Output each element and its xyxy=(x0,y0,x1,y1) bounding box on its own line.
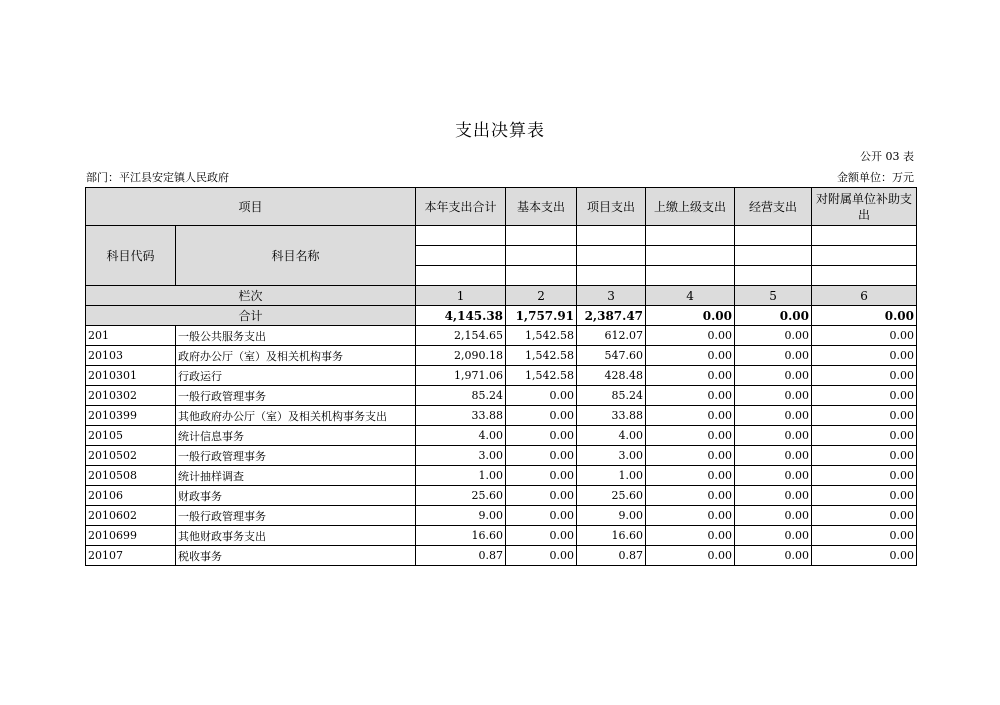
row-value: 0.00 xyxy=(735,446,812,466)
row-value: 0.00 xyxy=(735,546,812,566)
row-value: 0.00 xyxy=(812,406,917,426)
row-value: 0.00 xyxy=(735,486,812,506)
row-value: 0.00 xyxy=(646,326,735,346)
row-name: 一般行政管理事务 xyxy=(176,446,416,466)
row-value: 85.24 xyxy=(577,386,646,406)
row-code: 20105 xyxy=(86,426,176,446)
header-row xyxy=(86,188,917,226)
table-row xyxy=(86,546,917,566)
row-value: 0.00 xyxy=(646,366,735,386)
row-value: 0.00 xyxy=(506,506,577,526)
header-code: 科目代码 xyxy=(86,226,176,286)
row-value: 0.00 xyxy=(812,446,917,466)
row-value: 0.00 xyxy=(506,386,577,406)
row-value: 2,090.18 xyxy=(416,346,506,366)
department-label: 部门：平江县安定镇人民政府 xyxy=(86,171,229,184)
row-name: 政府办公厅（室）及相关机构事务 xyxy=(176,346,416,366)
row-value: 2,154.65 xyxy=(416,326,506,346)
row-name: 一般行政管理事务 xyxy=(176,386,416,406)
lanci-label: 栏次 xyxy=(86,286,416,306)
row-value: 0.00 xyxy=(506,466,577,486)
page-title: 支出决算表 xyxy=(455,121,545,141)
header-col5: 经营支出 xyxy=(735,188,812,226)
row-value: 0.00 xyxy=(735,326,812,346)
row-value: 9.00 xyxy=(416,506,506,526)
row-value: 25.60 xyxy=(416,486,506,506)
row-value: 0.00 xyxy=(812,326,917,346)
row-value: 0.00 xyxy=(812,346,917,366)
row-code: 201 xyxy=(86,326,176,346)
row-value: 16.60 xyxy=(416,526,506,546)
row-value: 0.00 xyxy=(646,406,735,426)
row-value: 1,542.58 xyxy=(506,366,577,386)
lanci-num: 2 xyxy=(506,286,577,306)
total-row xyxy=(86,306,917,326)
table-row xyxy=(86,446,917,466)
row-value: 0.00 xyxy=(735,406,812,426)
form-number: 公开 03 表 xyxy=(860,150,914,163)
row-value: 0.00 xyxy=(646,466,735,486)
row-value: 0.00 xyxy=(506,446,577,466)
lanci-num: 1 xyxy=(416,286,506,306)
table-row xyxy=(86,326,917,346)
total-value: 2,387.47 xyxy=(577,306,646,326)
row-value: 0.00 xyxy=(812,466,917,486)
row-value: 1.00 xyxy=(416,466,506,486)
row-code: 2010508 xyxy=(86,466,176,486)
unit-label: 金额单位：万元 xyxy=(837,171,914,184)
row-value: 0.00 xyxy=(735,426,812,446)
row-value: 0.00 xyxy=(812,386,917,406)
row-value: 0.00 xyxy=(735,346,812,366)
row-value: 0.00 xyxy=(646,486,735,506)
row-value: 0.00 xyxy=(506,526,577,546)
row-value: 0.00 xyxy=(646,426,735,446)
row-value: 1,542.58 xyxy=(506,346,577,366)
lanci-num: 4 xyxy=(646,286,735,306)
row-value: 0.00 xyxy=(812,526,917,546)
header-col1: 本年支出合计 xyxy=(416,188,506,226)
table-row xyxy=(86,526,917,546)
row-value: 0.00 xyxy=(646,346,735,366)
row-value: 85.24 xyxy=(416,386,506,406)
table-row xyxy=(86,346,917,366)
row-code: 2010502 xyxy=(86,446,176,466)
row-value: 0.00 xyxy=(812,506,917,526)
row-value: 33.88 xyxy=(416,406,506,426)
row-value: 428.48 xyxy=(577,366,646,386)
row-code: 20106 xyxy=(86,486,176,506)
header-subrow xyxy=(86,226,917,246)
table-row xyxy=(86,466,917,486)
row-value: 0.00 xyxy=(506,486,577,506)
lanci-row xyxy=(86,286,917,306)
row-name: 一般公共服务支出 xyxy=(176,326,416,346)
table-row xyxy=(86,506,917,526)
total-value: 4,145.38 xyxy=(416,306,506,326)
row-name: 统计抽样调查 xyxy=(176,466,416,486)
row-value: 547.60 xyxy=(577,346,646,366)
row-value: 0.00 xyxy=(735,506,812,526)
header-name: 科目名称 xyxy=(176,226,416,286)
row-value: 4.00 xyxy=(577,426,646,446)
total-value: 0.00 xyxy=(646,306,735,326)
row-value: 0.87 xyxy=(577,546,646,566)
header-col6: 对附属单位补助支出 xyxy=(812,188,917,226)
lanci-num: 6 xyxy=(812,286,917,306)
row-value: 612.07 xyxy=(577,326,646,346)
row-value: 0.00 xyxy=(735,366,812,386)
row-value: 4.00 xyxy=(416,426,506,446)
row-value: 0.00 xyxy=(646,506,735,526)
row-value: 1,971.06 xyxy=(416,366,506,386)
row-value: 33.88 xyxy=(577,406,646,426)
row-value: 3.00 xyxy=(416,446,506,466)
lanci-num: 5 xyxy=(735,286,812,306)
row-code: 20107 xyxy=(86,546,176,566)
header-item: 项目 xyxy=(86,188,416,226)
row-value: 0.00 xyxy=(646,386,735,406)
table-row xyxy=(86,406,917,426)
total-value: 0.00 xyxy=(735,306,812,326)
row-value: 0.00 xyxy=(735,526,812,546)
row-value: 1,542.58 xyxy=(506,326,577,346)
row-code: 2010699 xyxy=(86,526,176,546)
row-value: 0.00 xyxy=(735,466,812,486)
row-name: 行政运行 xyxy=(176,366,416,386)
total-value: 0.00 xyxy=(812,306,917,326)
table-row xyxy=(86,486,917,506)
row-value: 0.00 xyxy=(506,426,577,446)
lanci-num: 3 xyxy=(577,286,646,306)
row-value: 25.60 xyxy=(577,486,646,506)
row-value: 0.00 xyxy=(812,546,917,566)
header-col2: 基本支出 xyxy=(506,188,577,226)
row-value: 0.00 xyxy=(646,546,735,566)
row-value: 0.00 xyxy=(812,426,917,446)
row-value: 0.00 xyxy=(506,406,577,426)
row-value: 0.00 xyxy=(735,386,812,406)
row-name: 其他政府办公厅（室）及相关机构事务支出 xyxy=(176,406,416,426)
row-value: 3.00 xyxy=(577,446,646,466)
total-value: 1,757.91 xyxy=(506,306,577,326)
row-name: 一般行政管理事务 xyxy=(176,506,416,526)
row-value: 0.00 xyxy=(646,446,735,466)
table-row xyxy=(86,426,917,446)
row-code: 2010302 xyxy=(86,386,176,406)
header-col4: 上缴上级支出 xyxy=(646,188,735,226)
row-value: 0.00 xyxy=(812,486,917,506)
total-label: 合计 xyxy=(86,306,416,326)
row-value: 0.00 xyxy=(812,366,917,386)
row-value: 9.00 xyxy=(577,506,646,526)
table-row xyxy=(86,366,917,386)
row-name: 财政事务 xyxy=(176,486,416,506)
row-value: 0.00 xyxy=(646,526,735,546)
row-value: 0.00 xyxy=(506,546,577,566)
row-code: 2010301 xyxy=(86,366,176,386)
row-value: 0.87 xyxy=(416,546,506,566)
row-name: 统计信息事务 xyxy=(176,426,416,446)
table-row xyxy=(86,386,917,406)
row-value: 16.60 xyxy=(577,526,646,546)
expenditure-table xyxy=(85,187,917,566)
row-name: 其他财政事务支出 xyxy=(176,526,416,546)
row-code: 20103 xyxy=(86,346,176,366)
header-col3: 项目支出 xyxy=(577,188,646,226)
row-code: 2010399 xyxy=(86,406,176,426)
row-code: 2010602 xyxy=(86,506,176,526)
row-name: 税收事务 xyxy=(176,546,416,566)
row-value: 1.00 xyxy=(577,466,646,486)
